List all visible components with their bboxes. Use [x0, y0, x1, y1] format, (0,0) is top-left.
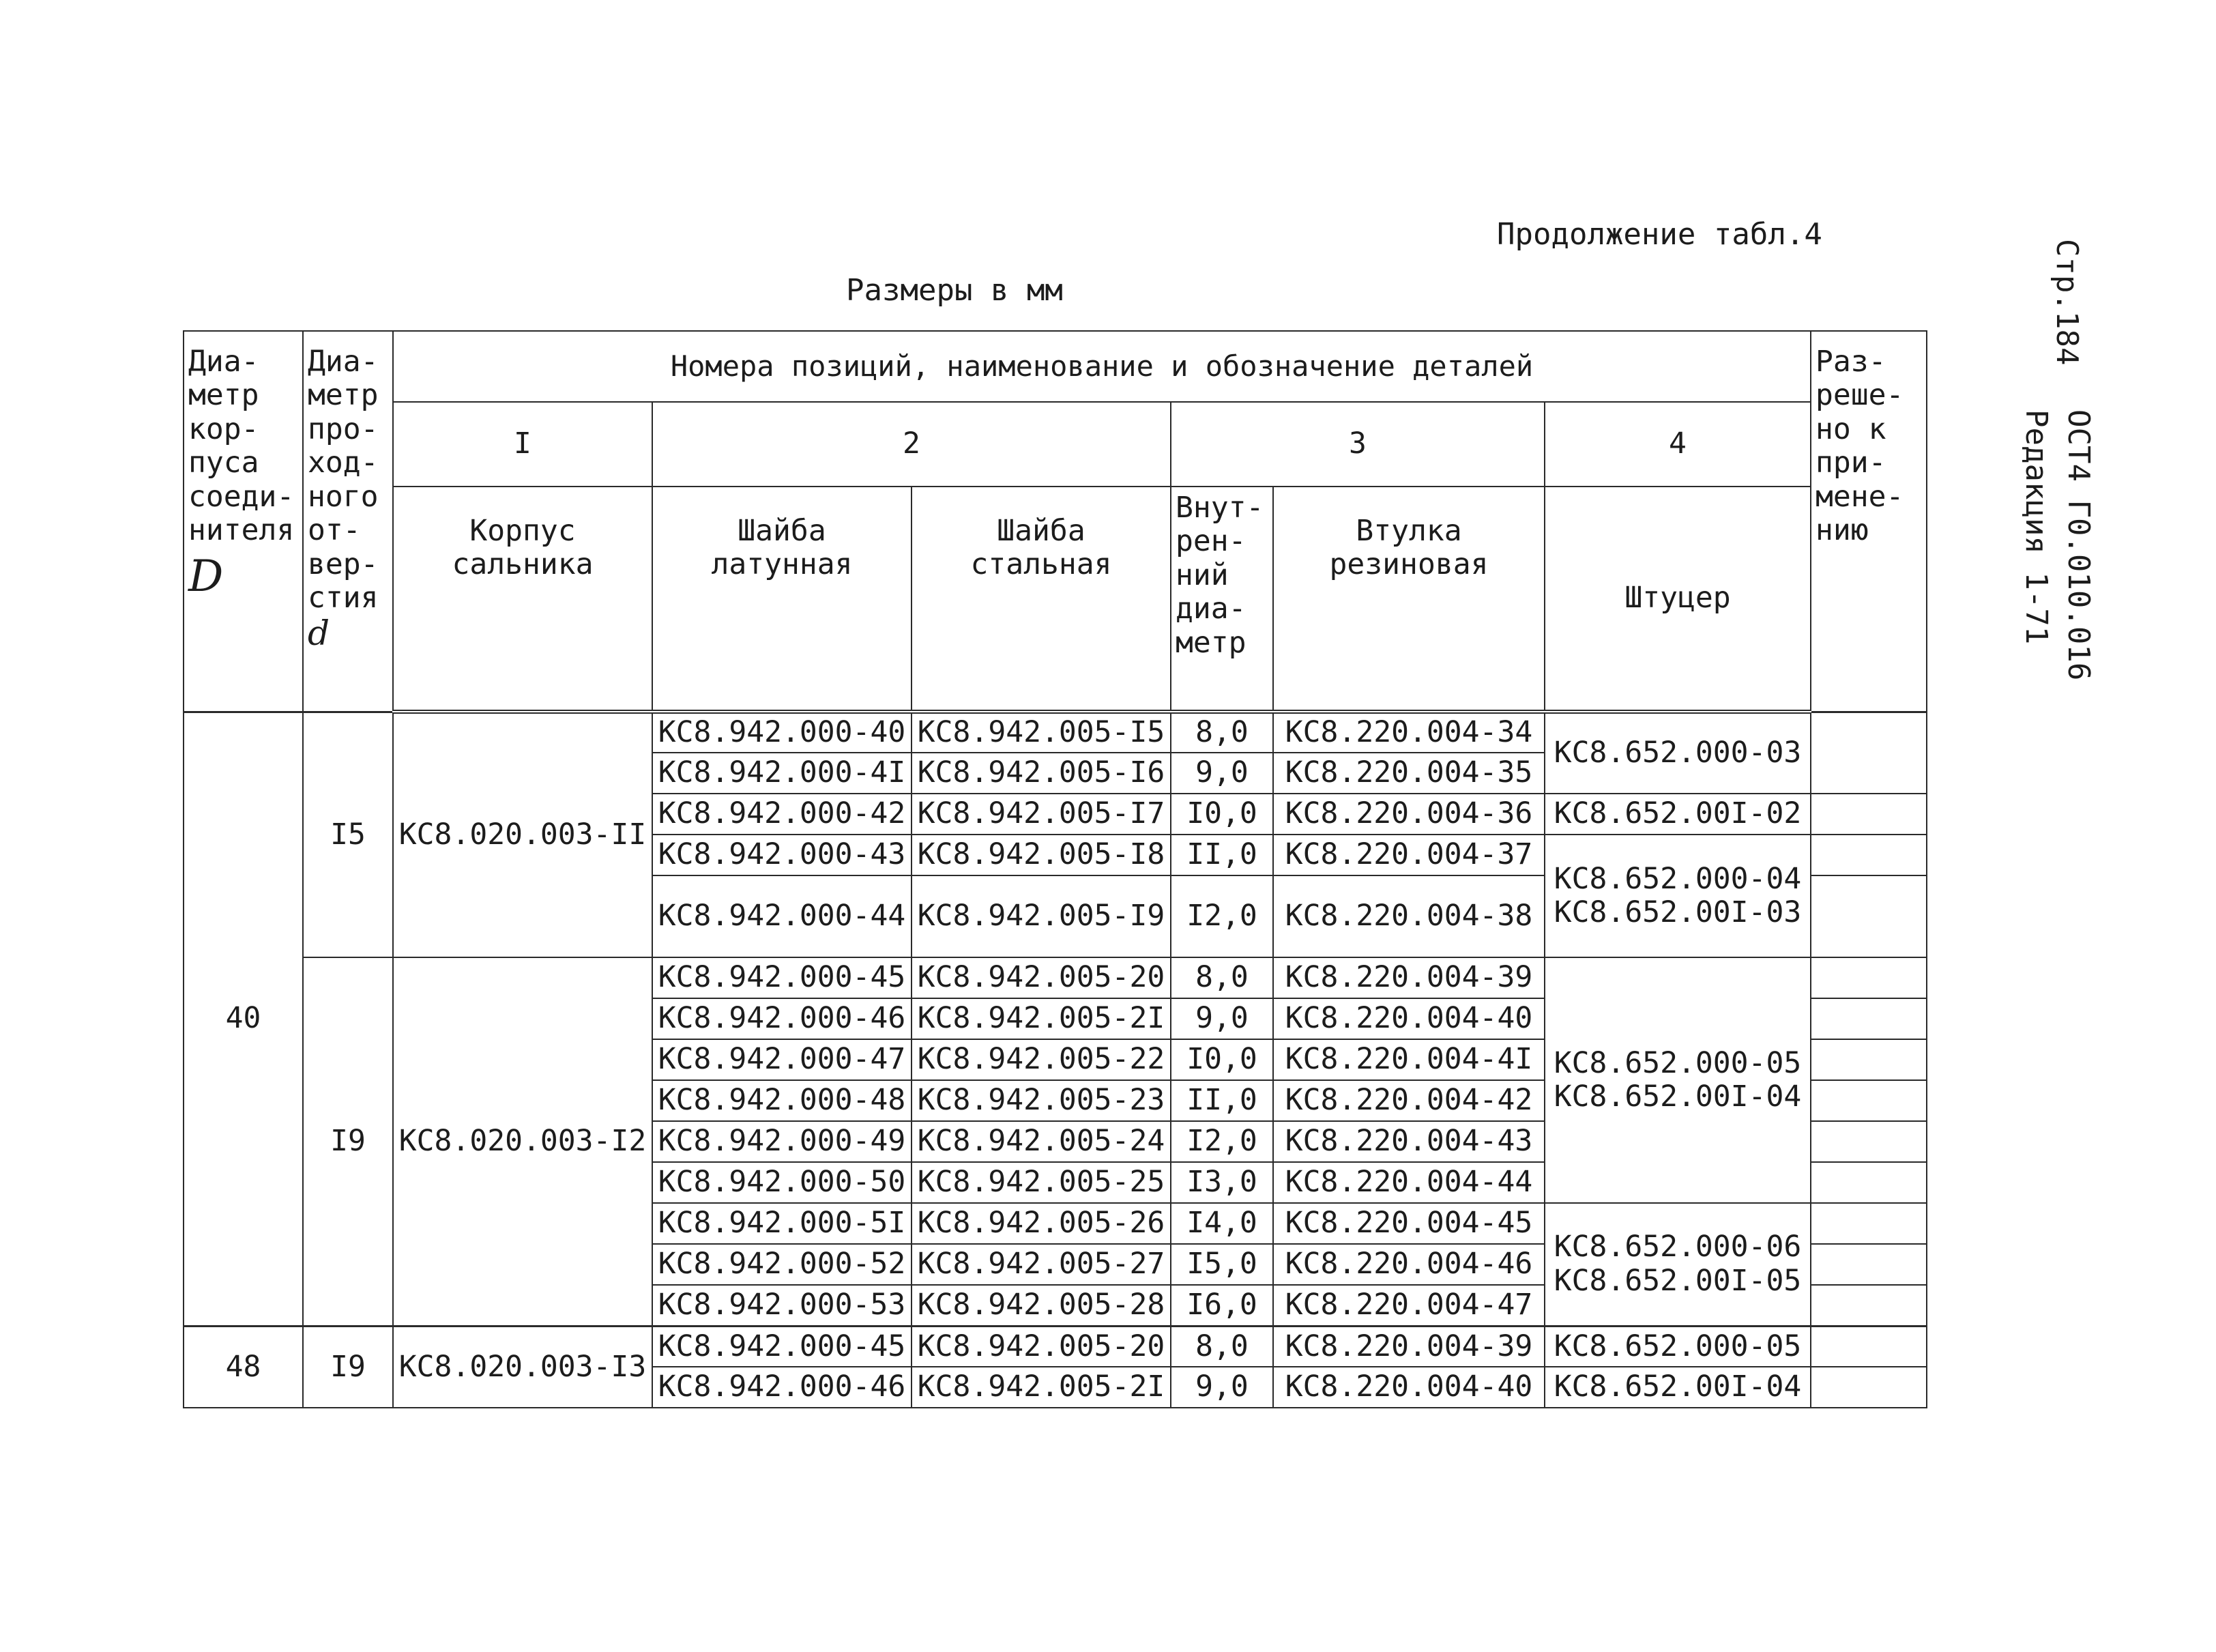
rubber-sleeve-code: КС8.220.004-34	[1273, 712, 1545, 753]
steel-washer-code: КС8.942.005-I6	[912, 753, 1171, 794]
col-header-rubber-sleeve: Втулка резиновая	[1273, 487, 1545, 712]
brass-washer-code: КС8.942.000-48	[652, 1080, 912, 1121]
position-1: I	[393, 402, 652, 487]
steel-washer-code: КС8.942.005-24	[912, 1121, 1171, 1162]
brass-washer-code: КС8.942.000-42	[652, 794, 912, 835]
steel-washer-code: КС8.942.005-28	[912, 1285, 1171, 1326]
allowed-cell	[1811, 794, 1927, 835]
group-title: Номера позиций, наименование и обозначение деталей	[393, 331, 1811, 402]
rubber-sleeve-code: КС8.220.004-45	[1273, 1203, 1545, 1244]
brass-washer-code: КС8.942.000-45	[652, 1326, 912, 1367]
brass-washer-code: КС8.942.000-40	[652, 712, 912, 753]
rubber-sleeve-code: КС8.220.004-38	[1273, 875, 1545, 957]
steel-washer-code: КС8.942.005-22	[912, 1039, 1171, 1080]
allowed-cell	[1811, 712, 1927, 794]
allowed-cell	[1811, 1203, 1927, 1244]
inner-diameter-value: 9,0	[1171, 753, 1273, 794]
rubber-sleeve-code: КС8.220.004-37	[1273, 835, 1545, 875]
inner-diameter-value: 9,0	[1171, 998, 1273, 1039]
brass-washer-code: КС8.942.000-50	[652, 1162, 912, 1203]
inner-diameter-value: I4,0	[1171, 1203, 1273, 1244]
rubber-sleeve-code: КС8.220.004-43	[1273, 1121, 1545, 1162]
col-header-allowed: Раз- реше- но к при- мене- нию	[1811, 331, 1927, 712]
allowed-cell	[1811, 1039, 1927, 1080]
inner-diameter-value: 8,0	[1171, 712, 1273, 753]
col-header-bore-diameter: Диа- метр про- ход- ного от- вер- стия d	[303, 331, 393, 712]
brass-washer-code: КС8.942.000-45	[652, 957, 912, 998]
inner-diameter-value: 8,0	[1171, 1326, 1273, 1367]
steel-washer-code: КС8.942.005-23	[912, 1080, 1171, 1121]
edition-label: Редакция 1-71	[2019, 409, 2054, 645]
body-code-3: КС8.020.003-I3	[393, 1326, 652, 1408]
rubber-sleeve-code: КС8.220.004-4I	[1273, 1039, 1545, 1080]
inner-diameter-value: 9,0	[1171, 1367, 1273, 1408]
inner-diameter-value: I5,0	[1171, 1244, 1273, 1285]
brass-washer-code: КС8.942.000-53	[652, 1285, 912, 1326]
brass-washer-code: КС8.942.000-46	[652, 998, 912, 1039]
allowed-cell	[1811, 1244, 1927, 1285]
inner-diameter-value: I2,0	[1171, 1121, 1273, 1162]
steel-washer-code: КС8.942.005-2I	[912, 1367, 1171, 1408]
col-header-fitting: Штуцер	[1545, 487, 1811, 712]
rubber-sleeve-code: КС8.220.004-39	[1273, 1326, 1545, 1367]
brass-washer-code: КС8.942.000-52	[652, 1244, 912, 1285]
rubber-sleeve-code: КС8.220.004-36	[1273, 794, 1545, 835]
allowed-cell	[1811, 835, 1927, 875]
rubber-sleeve-code: КС8.220.004-44	[1273, 1162, 1545, 1203]
fitting-code: КС8.652.000-06 КС8.652.00I-05	[1545, 1203, 1811, 1326]
body-diameter-40: 40	[184, 712, 303, 1326]
brass-washer-code: КС8.942.000-46	[652, 1367, 912, 1408]
steel-washer-code: КС8.942.005-20	[912, 957, 1171, 998]
col-header-steel-washer: Шайба стальная	[912, 487, 1171, 712]
fitting-code: КС8.652.000-04 КС8.652.00I-03	[1545, 835, 1811, 957]
position-4: 4	[1545, 402, 1811, 487]
rubber-sleeve-code: КС8.220.004-39	[1273, 957, 1545, 998]
brass-washer-code: КС8.942.000-43	[652, 835, 912, 875]
body-diameter-48: 48	[184, 1326, 303, 1408]
continuation-caption: Продолжение табл.4	[1497, 217, 1822, 252]
rubber-sleeve-code: КС8.220.004-35	[1273, 753, 1545, 794]
page-number: Стр.184	[2050, 239, 2084, 366]
inner-diameter-value: I0,0	[1171, 1039, 1273, 1080]
allowed-cell	[1811, 1121, 1927, 1162]
brass-washer-code: КС8.942.000-4I	[652, 753, 912, 794]
fitting-code: КС8.652.00I-04	[1545, 1367, 1811, 1408]
bore-diameter-15: I5	[303, 712, 393, 957]
rubber-sleeve-code: КС8.220.004-47	[1273, 1285, 1545, 1326]
steel-washer-code: КС8.942.005-26	[912, 1203, 1171, 1244]
col-header-body: Корпус сальника	[393, 487, 652, 712]
inner-diameter-value: I6,0	[1171, 1285, 1273, 1326]
fitting-code: КС8.652.000-05	[1545, 1326, 1811, 1367]
inner-diameter-value: II,0	[1171, 1080, 1273, 1121]
brass-washer-code: КС8.942.000-44	[652, 875, 912, 957]
inner-diameter-value: I3,0	[1171, 1162, 1273, 1203]
units-caption: Размеры в мм	[846, 273, 1063, 308]
steel-washer-code: КС8.942.005-I7	[912, 794, 1171, 835]
parts-table	[183, 330, 1927, 1408]
allowed-cell	[1811, 1080, 1927, 1121]
position-2: 2	[652, 402, 1171, 487]
steel-washer-code: КС8.942.005-I5	[912, 712, 1171, 753]
inner-diameter-value: II,0	[1171, 835, 1273, 875]
bore-diameter-19: I9	[303, 1326, 393, 1408]
steel-washer-code: КС8.942.005-27	[912, 1244, 1171, 1285]
body-code-2: КС8.020.003-I2	[393, 957, 652, 1326]
steel-washer-code: КС8.942.005-2I	[912, 998, 1171, 1039]
col-header-brass-washer: Шайба латунная	[652, 487, 912, 712]
rubber-sleeve-code: КС8.220.004-40	[1273, 998, 1545, 1039]
allowed-cell	[1811, 1367, 1927, 1408]
allowed-cell	[1811, 1162, 1927, 1203]
allowed-cell	[1811, 1326, 1927, 1367]
steel-washer-code: КС8.942.005-I9	[912, 875, 1171, 957]
fitting-code: КС8.652.00I-02	[1545, 794, 1811, 835]
rubber-sleeve-code: КС8.220.004-42	[1273, 1080, 1545, 1121]
allowed-cell	[1811, 875, 1927, 957]
brass-washer-code: КС8.942.000-5I	[652, 1203, 912, 1244]
position-3: 3	[1171, 402, 1545, 487]
fitting-code: КС8.652.000-05 КС8.652.00I-04	[1545, 957, 1811, 1203]
rubber-sleeve-code: КС8.220.004-40	[1273, 1367, 1545, 1408]
rubber-sleeve-code: КС8.220.004-46	[1273, 1244, 1545, 1285]
inner-diameter-value: I2,0	[1171, 875, 1273, 957]
steel-washer-code: КС8.942.005-I8	[912, 835, 1171, 875]
col-header-inner-diameter: Внут- рен- ний диа- метр	[1171, 487, 1273, 712]
steel-washer-code: КС8.942.005-25	[912, 1162, 1171, 1203]
steel-washer-code: КС8.942.005-20	[912, 1326, 1171, 1367]
allowed-cell	[1811, 998, 1927, 1039]
fitting-code: КС8.652.000-03	[1545, 712, 1811, 794]
brass-washer-code: КС8.942.000-49	[652, 1121, 912, 1162]
inner-diameter-value: I0,0	[1171, 794, 1273, 835]
standard-code: ОСТ4 Г0.010.016	[2061, 409, 2096, 681]
allowed-cell	[1811, 1285, 1927, 1326]
allowed-cell	[1811, 957, 1927, 998]
bore-diameter-19: I9	[303, 957, 393, 1326]
col-header-body-diameter: Диа- метр кор- пуса соеди- нителя D	[184, 331, 303, 712]
brass-washer-code: КС8.942.000-47	[652, 1039, 912, 1080]
inner-diameter-value: 8,0	[1171, 957, 1273, 998]
body-code-1: КС8.020.003-II	[393, 712, 652, 957]
